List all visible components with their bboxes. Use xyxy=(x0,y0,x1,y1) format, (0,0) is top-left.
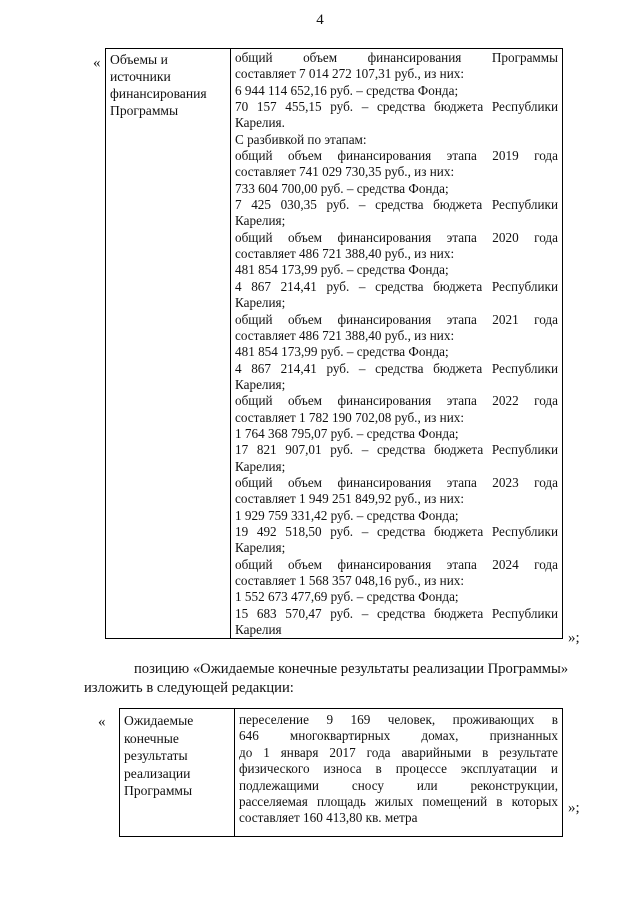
content-line: общий объем финансирования этапа 2023 года xyxy=(235,474,558,490)
label-line: финансирования xyxy=(110,86,207,101)
content-line: 70 157 455,15 руб. – средства бюджета Республики xyxy=(235,99,558,115)
content-line: составляет 1 782 190 702,08 руб., из них: xyxy=(235,409,465,425)
content-line: общий объем финансирования этапа 2020 года xyxy=(235,229,558,245)
content-line: расселяемая площадь жилых помещений в которых xyxy=(239,794,558,810)
page-number: 4 xyxy=(316,12,324,28)
label-line: реализации xyxy=(124,765,191,781)
content-line: составляет 1 949 251 849,92 руб., из них: xyxy=(235,491,465,507)
funding-label xyxy=(110,51,226,119)
results-label-cell xyxy=(120,709,235,837)
table-row xyxy=(120,709,563,837)
content-line: 481 854 173,99 руб. – средства Фонда; xyxy=(235,262,449,278)
content-line: составляет 7 014 272 107,31 руб., из них: xyxy=(235,66,465,82)
content-line: Карелия. xyxy=(235,115,285,131)
content-line: 1 764 368 795,07 руб. – средства Фонда; xyxy=(235,425,459,441)
content-line: общий объем финансирования этапа 2022 года xyxy=(235,393,558,409)
content-line: 481 854 173,99 руб. – средства Фонда; xyxy=(235,344,449,360)
content-line: 646 многоквартирных домах, признанных xyxy=(239,728,558,744)
content-line: 17 821 907,01 руб. – средства бюджета Республики xyxy=(235,442,558,458)
content-line: 6 944 114 652,16 руб. – средства Фонда; xyxy=(235,82,459,98)
table-row xyxy=(106,49,563,639)
content-line: 15 683 570,47 руб. – средства бюджета Республики xyxy=(235,605,558,621)
open-quote-1: « xyxy=(93,55,101,71)
content-line: Карелия xyxy=(235,622,282,638)
close-quote-2: »; xyxy=(568,800,580,816)
content-line: общий объем финансирования этапа 2024 года xyxy=(235,556,558,572)
content-line: 4 867 214,41 руб. – средства бюджета Республики xyxy=(235,278,558,294)
results-content xyxy=(239,712,558,827)
content-line: подлежащими сносу или реконструкции, xyxy=(239,777,558,793)
content-line: общий объем финансирования Программы xyxy=(235,50,558,65)
content-line: общий объем финансирования этапа 2021 года xyxy=(235,311,558,327)
content-line: до 1 января 2017 года аварийными в результате xyxy=(239,744,558,760)
content-line: 1 929 759 331,42 руб. – средства Фонда; xyxy=(235,507,459,523)
label-line: источники xyxy=(110,69,171,84)
content-line: составляет 1 568 357 048,16 руб., из них: xyxy=(235,573,465,588)
content-line: составляет 486 721 388,40 руб., из них: xyxy=(235,327,455,343)
content-line: 4 867 214,41 руб. – средства бюджета Республики xyxy=(235,360,558,376)
content-line: составляет 160 413,80 кв. метра xyxy=(239,810,418,826)
content-line: Карелия; xyxy=(235,540,286,556)
content-line: 733 604 700,00 руб. – средства Фонда; xyxy=(235,180,449,196)
content-line: составляет 741 029 730,35 руб., из них: xyxy=(235,164,455,180)
results-table xyxy=(119,708,563,837)
close-quote-1: »; xyxy=(568,630,580,646)
content-line: общий объем финансирования этапа 2019 года xyxy=(235,148,558,164)
content-line: физического износа в процессе эксплуатации и xyxy=(239,761,558,777)
content-line: переселение 9 169 человек, проживающих в xyxy=(239,712,558,727)
funding-content-cell xyxy=(231,49,563,639)
content-line: 19 492 518,50 руб. – средства бюджета Республики xyxy=(235,523,558,539)
content-line: составляет 486 721 388,40 руб., из них: xyxy=(235,246,455,262)
label-line: Программы xyxy=(124,783,193,798)
content-line: Карелия; xyxy=(235,213,286,229)
funding-label-cell xyxy=(106,49,231,639)
label-line: Объемы и xyxy=(110,52,168,67)
content-line: Карелия; xyxy=(235,458,286,474)
open-quote-2: « xyxy=(98,714,106,730)
content-line: Карелия; xyxy=(235,376,286,392)
label-line: Ожидаемые xyxy=(124,713,194,728)
content-line: С разбивкой по этапам: xyxy=(235,131,367,147)
label-line: конечные xyxy=(124,730,179,746)
content-line: 1 552 673 477,69 руб. – средства Фонда; xyxy=(235,589,459,605)
content-line: Карелия; xyxy=(235,295,286,311)
results-content-cell xyxy=(235,709,563,837)
instruction-line-2: изложить в следующей редакции: xyxy=(84,680,294,696)
instruction-line-1: позицию «Ожидаемые конечные результаты реализации Программы» xyxy=(134,661,569,677)
label-line: Программы xyxy=(110,103,179,118)
funding-content xyxy=(235,50,558,638)
results-label xyxy=(124,712,230,800)
content-line: 7 425 030,35 руб. – средства бюджета Республики xyxy=(235,197,558,213)
funding-table xyxy=(105,48,563,639)
label-line: результаты xyxy=(124,748,188,763)
